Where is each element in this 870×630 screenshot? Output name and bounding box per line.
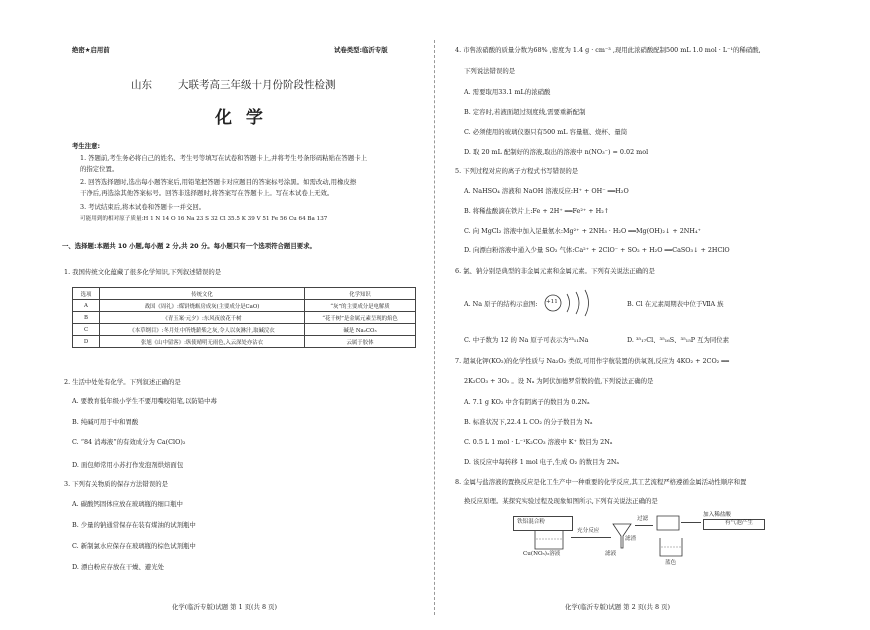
beaker-icon: [531, 529, 567, 551]
subject-title: 化 学: [215, 108, 267, 128]
option: C. 向 MgCl₂ 溶液中加入足量氨水:Mg²⁺ + 2NH₃ · H₂O ══Mg(OH)₂↓ + 2NH₄⁺: [464, 227, 701, 235]
option: D. 漂白粉应存放在干燥、避光处: [72, 563, 165, 571]
paper-type-label: 试卷类型:临沂专版: [334, 46, 388, 54]
table-header: 选项: [73, 288, 100, 300]
table-row: [73, 312, 416, 324]
table-cell: B: [73, 312, 100, 324]
option: B. Cl 在元素周期表中位于ⅦA 族: [627, 300, 724, 308]
diagram-label-gas: 有气泡产生: [725, 520, 753, 526]
section-one-title: 一、选择题:本题共 10 小题,每小题 2 分,共 20 分。每小题只有一个选项符合题目要求。: [62, 242, 316, 250]
question-2: 2. 生活中处处有化学。下列叙述正确的是: [64, 378, 181, 386]
diagram-label-residue: 滤液: [605, 551, 617, 557]
diagram-label-solution: Cu(NO₃)₂溶液: [523, 551, 561, 557]
option: B. 将稀盐酸滴在铁片上:Fe + 2H⁺ ══Fe²⁺ + H₂↑: [464, 207, 610, 215]
table-row: [73, 336, 416, 348]
question-3: 3. 下列有关物质的保存方法错误的是: [64, 480, 168, 488]
table-row: [73, 300, 416, 312]
arrow-right: [681, 522, 701, 523]
table-header-row: [73, 288, 416, 300]
table-header: 传统文化: [100, 288, 305, 300]
question-8-continued: 换反应原理。某探究实验过程及现象如图所示,下列有关说法正确的是: [464, 497, 658, 505]
table-cell: 《本草纲目》:冬月灶中所烧薪柴之灰,令人以灰淋汁,取碱浣衣: [100, 324, 305, 336]
right-page: [435, 0, 870, 630]
option: A. 7.1 g KO₂ 中含有阴离子的数目为 0.2Nₐ: [464, 398, 590, 406]
question-5: 5. 下列过程对应的离子方程式书写错误的是: [455, 167, 579, 175]
page-footer: 化学(临沂专版)试题 第 2 页(共 8 页): [565, 603, 670, 611]
exam-region: 山东: [131, 79, 152, 91]
option: C. 必须使用的玻璃仪器只有500 mL 容量瓶、烧杯、量筒: [464, 128, 628, 136]
option: D. 面包师常用小苏打作发泡剂烘焙面包: [72, 461, 184, 469]
electron-shell-1: [567, 294, 570, 312]
option: A. 碳酸钙固体应放在玻璃瓶的细口瓶中: [72, 500, 183, 508]
notice-line: 1. 答题前,考生务必将自己的姓名、考生号等填写在试卷和答题卡上,并将考生号条形码粘贴在答题卡上: [80, 154, 367, 162]
diagram-label-acid: 加入稀盐酸: [703, 512, 731, 518]
question-7: 7. 超氧化钾(KO₂)的化学性质与 Na₂O₂ 类似,可用作宇航装置的供氧剂,反应为 4KO₂ + 2CO₂ ══: [455, 357, 729, 365]
option: C. 0.5 L 1 mol · L⁻¹K₂CO₃ 溶液中 K⁺ 数目为 2Nₐ: [464, 438, 613, 446]
question-4: 4. 市售浓硝酸的质量分数为68% ,密度为 1.4 g · cm⁻³ ,现用此浓硝酸配制500 mL 1.0 mol · L⁻¹的稀硝酸,: [455, 46, 761, 54]
table-cell: 战国《周礼》:煤饼烧蛎房成灰(主要成分是CaO): [100, 300, 305, 312]
table-cell: “花千树”是金属元素呈现的焰色: [305, 312, 416, 324]
table-cell: C: [73, 324, 100, 336]
table-cell: D: [73, 336, 100, 348]
table-cell: 《青玉案·元夕》:东风夜放花千树: [100, 312, 305, 324]
atomic-masses: 可能用到的相对原子质量:H 1 N 14 O 16 Na 23 S 32 Cl 35.5 K 39 V 51 Fe 56 Cu 64 Ba 137: [80, 216, 328, 222]
option: D. 该反应中每转移 1 mol 电子,生成 O₂ 的数目为 2Nₐ: [464, 458, 619, 466]
diagram-label-mixture: 铁铝混合粉: [517, 519, 545, 525]
table-row: [73, 324, 416, 336]
beaker-blue-icon: [657, 536, 685, 558]
page-footer: 化学(临沂专版)试题 第 1 页(共 8 页): [172, 603, 277, 611]
question-8: 8. 金属与盐溶液的置换反应是化工生产中一种重要的化学反应,其工艺流程严格遵循金属活动性顺序和置: [455, 478, 747, 486]
diagram-label-filtrate: 滤渣: [625, 536, 637, 542]
notice-line: 的指定位置。: [80, 165, 119, 173]
table-cell: 张旭《山中留客》:纵使晴明无雨色,入云深处亦沾衣: [100, 336, 305, 348]
option: B. 纯碱可用于中和胃酸: [72, 418, 139, 426]
exam-title: 大联考高三年级十月份阶段性检测: [178, 79, 336, 91]
table-cell: “灰”的主要成分是电解质: [305, 300, 416, 312]
option: D. ³⁵₁₇Cl、³⁵₁₆S、³⁵₁₅P 互为同位素: [627, 336, 730, 344]
electron-shell-2: [576, 292, 579, 314]
culture-table: [72, 287, 416, 348]
option: B. 标准状况下,22.4 L CO₂ 的分子数目为 Nₐ: [464, 418, 593, 426]
notice-title: 考生注意:: [72, 142, 101, 150]
option: A. 需要取用33.1 mL的浓硝酸: [464, 88, 551, 96]
table-cell: 碱是 Na₂CO₃: [305, 324, 416, 336]
option: B. 少量的钠通常保存在装有煤油的试剂瓶中: [72, 521, 196, 529]
notice-line: 3. 考试结束后,将本试卷和答题卡一并交回。: [80, 203, 206, 211]
arrow-right: [635, 525, 653, 526]
nucleus-charge: +11: [546, 299, 558, 305]
diagram-label-react: 充分反应: [577, 528, 600, 534]
question-4-continued: 下列说法错误的是: [464, 67, 516, 75]
option: A. Na 原子的结构示意图:: [464, 300, 538, 308]
option: D. 取 20 mL 配制好的溶液,取出的溶液中 n(NO₃⁻) = 0.02 mol: [464, 148, 649, 156]
diagram-label-filter: 过滤: [637, 516, 649, 522]
diagram-label-blue: 蓝色: [665, 560, 677, 566]
option: A. 要教育低年级小学生不要用嘴咬铅笔,以防铅中毒: [72, 397, 217, 405]
question-6: 6. 氯、钠分别是典型的非金属元素和金属元素。下列有关说法正确的是: [455, 267, 655, 275]
notice-line: 干净后,再选涂其他答案标号。回答非选择题时,将答案写在答题卡上。写在本试卷上无效。: [80, 189, 334, 197]
question-1: 1. 我国传统文化蕴藏了很多化学知识,下列叙述错误的是: [64, 268, 222, 276]
notice-line: 2. 回答选择题时,选出每小题答案后,用铅笔把答题卡对应题目的答案标号涂黑。如需改动,用橡皮擦: [80, 178, 357, 186]
table-cell: 云属于胶体: [305, 336, 416, 348]
option: C. “84 消毒液”的有效成分为 Ca(ClO)₂: [72, 438, 186, 446]
option: C. 新制氯水应保存在玻璃瓶的棕色试剂瓶中: [72, 542, 196, 550]
option: C. 中子数为 12 的 Na 原子可表示为²³₁₁Na: [464, 336, 589, 344]
question-7-continued: 2K₂CO₃ + 3O₂ 。设 Nₐ 为阿伏加德罗常数的值,下列说法正确的是: [464, 377, 654, 385]
table-header: 化学知识: [305, 288, 416, 300]
confidential-label: 绝密★启用前: [72, 46, 110, 54]
option: B. 定容时,若液面超过刻度线,需要重新配制: [464, 108, 586, 116]
electron-shell-3: [585, 290, 589, 316]
option: D. 向漂白粉溶液中通入少量 SO₂ 气体:Ca²⁺ + 2ClO⁻ + SO₂ + H₂O ══CaSO₃↓ + 2HClO: [464, 246, 730, 254]
test-tube-icon: [655, 514, 681, 532]
option: A. NaHSO₄ 溶液和 NaOH 溶液反应:H⁺ + OH⁻ ══H₂O: [464, 187, 629, 195]
table-cell: A: [73, 300, 100, 312]
arrow-right: [571, 537, 611, 538]
